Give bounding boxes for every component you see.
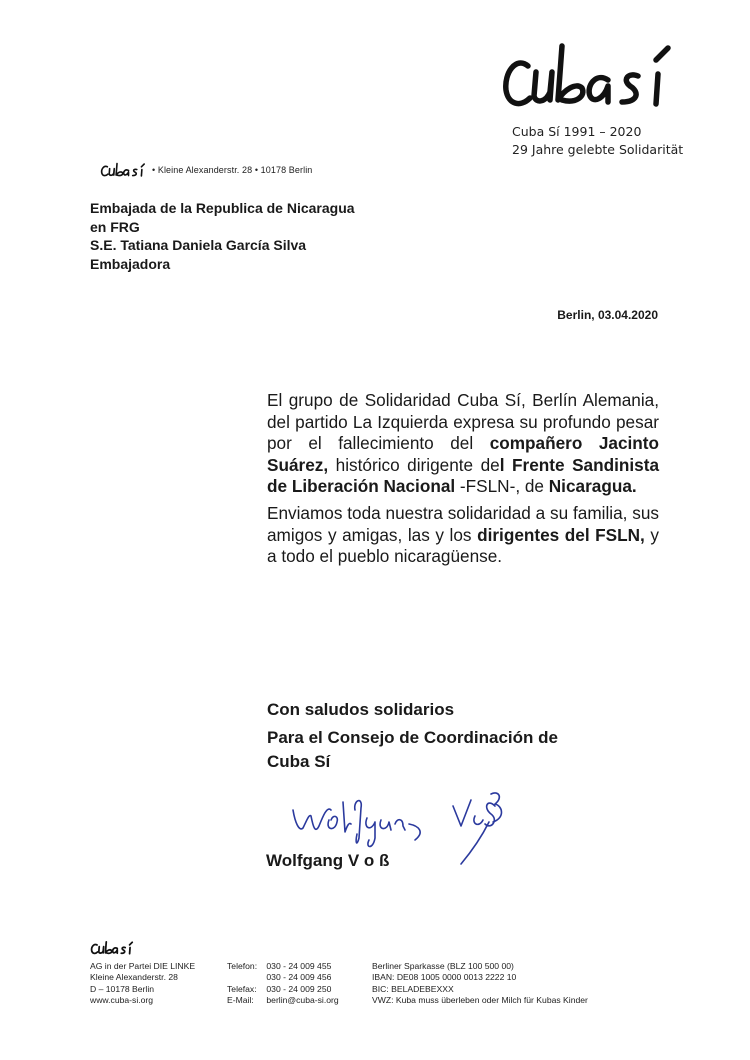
recipient-country: en FRG	[90, 218, 140, 235]
footer-bank	[372, 961, 588, 1007]
tagline-motto: 29 Jahre gelebte Solidarität	[512, 142, 684, 157]
closing-greeting: Con saludos solidarios	[267, 700, 455, 719]
cuba-si-logo-footer	[90, 939, 134, 957]
closing-block	[267, 698, 558, 774]
footer-email: E-Mail: berlin@cuba-si.org	[227, 995, 339, 1006]
tagline	[512, 123, 683, 159]
body-paragraph-1: El grupo de Solidaridad Cuba Sí, Berlín Alemania, del partido La Izquierda expresa su profundo pesar por el fallecimiento del compañero Jacinto Suárez, histórico dirigente del Frente Sandinista de Liberación Nacional -FSLN-, de Nicaragua.	[267, 390, 660, 497]
recipient-title: Embajadora	[90, 255, 171, 272]
closing-council: Para el Consejo de Coordinación de	[267, 728, 558, 747]
footer-reference: VWZ: Kuba muss überleben oder Milch für Kubas Kinder	[372, 995, 588, 1006]
letter-body	[267, 390, 659, 573]
cuba-si-logo-large	[498, 38, 698, 118]
sender-address-line	[100, 162, 312, 178]
footer-org: AG in der Partei DIE LINKE	[90, 961, 196, 971]
body-paragraph-2: Enviamos toda nuestra solidaridad a su familia, sus amigos y amigas, las y los dirigentes del FSLN, y a todo el pueblo nicaragüense.	[267, 502, 659, 567]
footer-bank-name: Berliner Sparkasse (BLZ 100 500 00)	[372, 961, 514, 971]
footer-contact	[227, 961, 339, 1007]
footer-website: www.cuba-si.org	[90, 995, 154, 1006]
closing-org: Cuba Sí	[267, 752, 331, 771]
footer-fax: Telefax: 030 - 24 009 250	[227, 983, 332, 994]
recipient-embassy: Embajada de la Republica de Nicaragua	[90, 200, 355, 216]
footer-iban: IBAN: DE08 1005 0000 0013 2222 10	[372, 972, 517, 983]
footer-phone-2: 030 - 24 009 456	[266, 972, 332, 983]
footer-phone-1: Telefon: 030 - 24 009 455	[227, 961, 332, 971]
footer-org-address	[90, 961, 195, 1007]
signer-name: Wolfgang V o ß	[266, 851, 390, 870]
sender-address: • Kleine Alexanderstr. 28 • 10178 Berlin	[152, 165, 313, 175]
footer-street: Kleine Alexanderstr. 28	[90, 972, 178, 983]
cuba-si-logo-small	[100, 162, 146, 178]
letter-date: Berlin, 03.04.2020	[557, 308, 658, 322]
recipient-block	[90, 199, 355, 273]
tagline-years: Cuba Sí 1991 – 2020	[512, 124, 642, 139]
recipient-name: S.E. Tatiana Daniela García Silva	[90, 237, 307, 253]
footer-city: D – 10178 Berlin	[90, 983, 155, 994]
footer-bic: BIC: BELADEBEXXX	[372, 983, 454, 994]
